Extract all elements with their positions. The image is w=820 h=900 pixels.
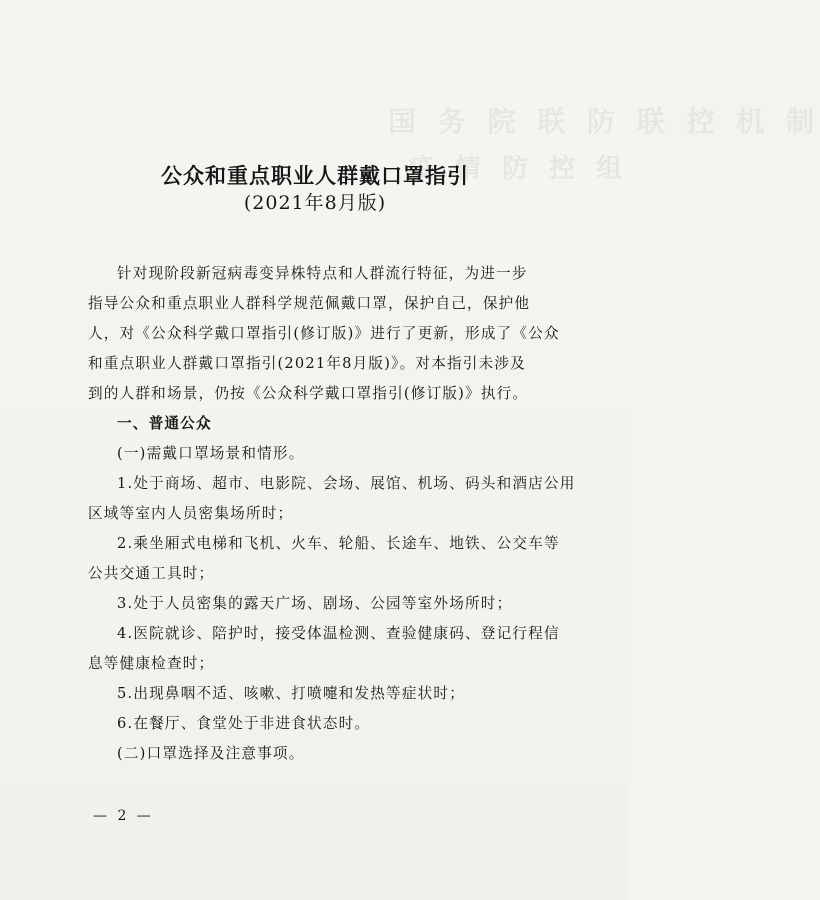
list-item: 4.医院就诊、陪护时，接受体温检测、查验健康码、登记行程信 <box>117 625 560 642</box>
document-subtitle: (2021年8月版) <box>243 192 387 214</box>
intro-line-2: 指导公众和重点职业人群科学规范佩戴口罩，保护自己，保护他 <box>88 295 531 312</box>
intro-line-3: 人，对《公众科学戴口罩指引(修订版)》进行了更新，形成了《公众 <box>88 325 560 342</box>
list-item: 1.处于商场、超市、电影院、会场、展馆、机场、码头和酒店公用 <box>117 475 576 492</box>
subsection-heading: (一)需戴口罩场景和情形。 <box>117 445 305 462</box>
list-item: 2.乘坐厢式电梯和飞机、火车、轮船、长途车、地铁、公交车等 <box>117 535 560 552</box>
intro-line-4: 和重点职业人群戴口罩指引(2021年8月版)》。对本指引未涉及 <box>88 355 526 372</box>
bleed-through-text: 国 务 院 联 防 联 控 机 制 <box>388 105 820 138</box>
list-item: 3.处于人员密集的露天广场、剧场、公园等室外场所时； <box>117 595 513 612</box>
intro-line-5: 到的人群和场景，仍按《公众科学戴口罩指引(修订版)》执行。 <box>88 385 529 402</box>
list-item: 息等健康检查时； <box>88 655 215 672</box>
intro-line-1: 针对现阶段新冠病毒变异株特点和人群流行特征，为进一步 <box>117 265 528 282</box>
page-number: — 2 — <box>93 808 154 824</box>
bleed-through-text: 疫 情 防 控 组 <box>408 154 629 184</box>
document-title: 公众和重点职业人群戴口罩指引 <box>161 163 469 188</box>
subsection-heading: (二)口罩选择及注意事项。 <box>117 745 305 762</box>
list-item: 6.在餐厅、食堂处于非进食状态时。 <box>117 715 371 732</box>
list-item: 区域等室内人员密集场所时； <box>88 505 294 522</box>
list-item: 5.出现鼻咽不适、咳嗽、打喷嚏和发热等症状时； <box>117 685 465 702</box>
list-item: 公共交通工具时； <box>88 565 215 582</box>
section-heading: 一、普通公众 <box>117 415 212 432</box>
